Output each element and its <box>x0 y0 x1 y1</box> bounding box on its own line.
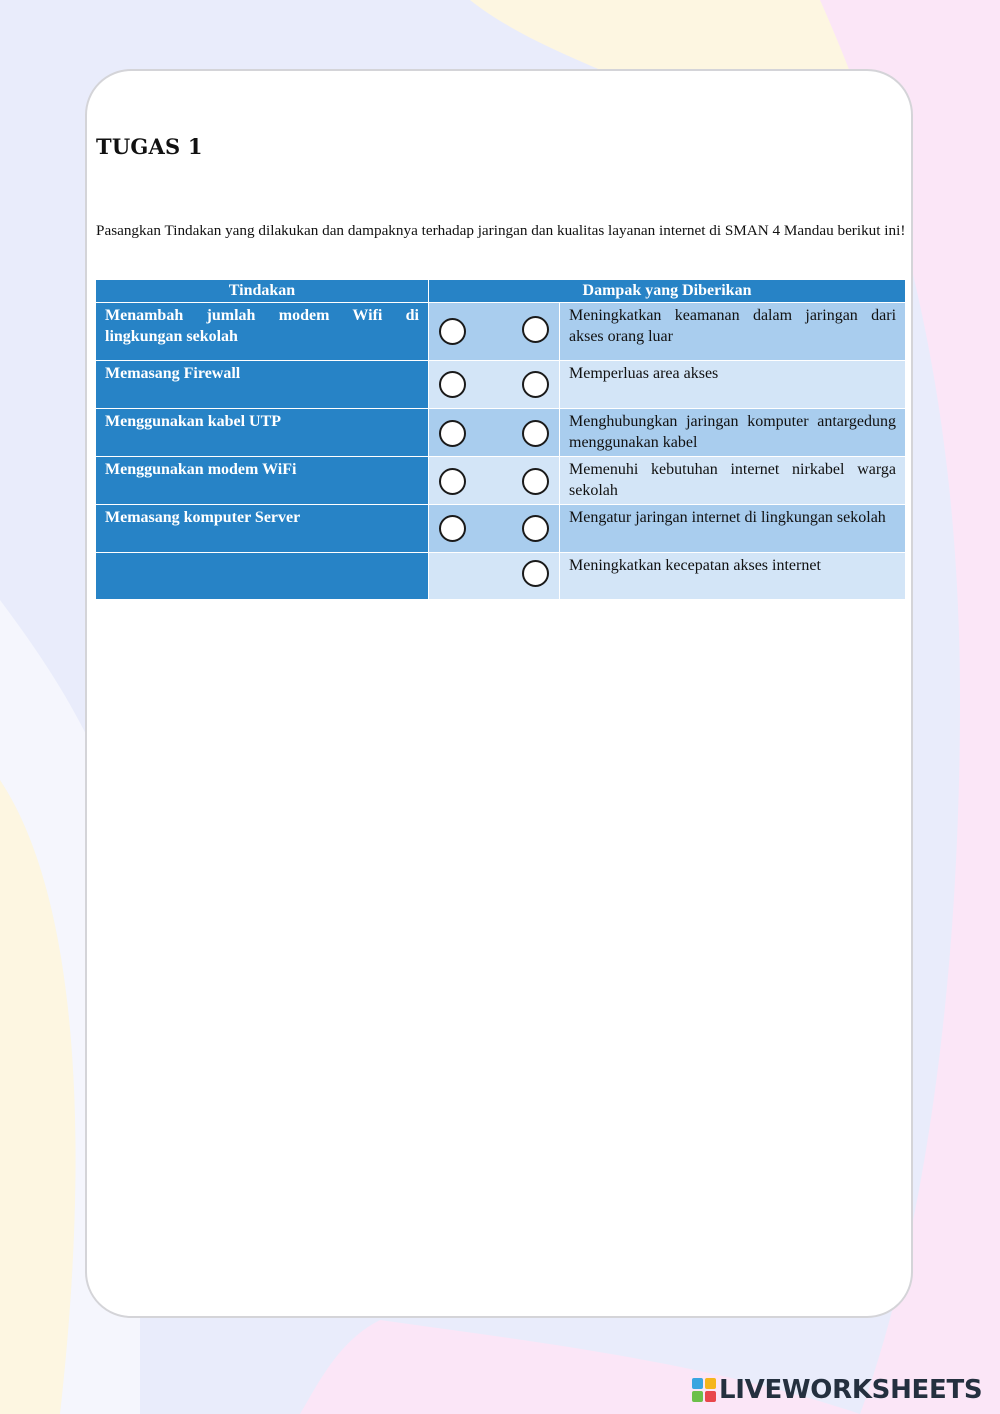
action-match-point[interactable] <box>439 318 466 345</box>
action-cell: Menambah jumlah modem Wifi di lingkungan sekolah <box>96 303 429 361</box>
action-cell: Menggunakan kabel UTP <box>96 409 429 457</box>
impact-cell: Memperluas area akses <box>560 361 906 409</box>
impact-cell: Menghubungkan jaringan komputer antargedung menggunakan kabel <box>560 409 906 457</box>
impact-match-point[interactable] <box>522 468 549 495</box>
page-title: TUGAS 1 <box>96 134 203 159</box>
logo-text: LIVEWORKSHEETS <box>719 1375 983 1405</box>
impact-cell: Meningkatkan kecepatan akses internet <box>560 553 906 600</box>
impact-match-point[interactable] <box>522 420 549 447</box>
action-match-point[interactable] <box>439 468 466 495</box>
table-row <box>96 457 906 505</box>
matching-table <box>95 279 906 600</box>
impact-match-point[interactable] <box>522 515 549 542</box>
match-points <box>429 505 560 553</box>
impact-match-point[interactable] <box>522 560 549 587</box>
header-impact: Dampak yang Diberikan <box>429 280 906 303</box>
action-cell: Memasang Firewall <box>96 361 429 409</box>
impact-cell: Mengatur jaringan internet di lingkungan sekolah <box>560 505 906 553</box>
impact-cell: Memenuhi kebutuhan internet nirkabel warga sekolah <box>560 457 906 505</box>
match-points <box>429 361 560 409</box>
match-points <box>429 409 560 457</box>
liveworksheets-logo-icon <box>692 1378 716 1402</box>
table-row <box>96 409 906 457</box>
action-cell: Menggunakan modem WiFi <box>96 457 429 505</box>
match-points <box>429 457 560 505</box>
instruction-text: Pasangkan Tindakan yang dilakukan dan dampaknya terhadap jaringan dan kualitas layanan internet di SMAN 4 Mandau berikut ini! <box>96 222 906 239</box>
action-cell: Memasang komputer Server <box>96 505 429 553</box>
impact-match-point[interactable] <box>522 371 549 398</box>
table-row <box>96 361 906 409</box>
table-header-row <box>96 280 906 303</box>
action-match-point[interactable] <box>439 371 466 398</box>
table-row <box>96 505 906 553</box>
header-action: Tindakan <box>96 280 429 303</box>
action-cell <box>96 553 429 600</box>
action-match-point[interactable] <box>439 515 466 542</box>
action-match-point[interactable] <box>439 420 466 447</box>
table-row <box>96 303 906 361</box>
impact-match-point[interactable] <box>522 316 549 343</box>
liveworksheets-logo[interactable] <box>692 1374 982 1406</box>
match-points <box>429 303 560 361</box>
impact-cell: Meningkatkan keamanan dalam jaringan dari akses orang luar <box>560 303 906 361</box>
worksheet-card <box>85 69 913 1318</box>
match-points <box>429 553 560 600</box>
table-row <box>96 553 906 600</box>
